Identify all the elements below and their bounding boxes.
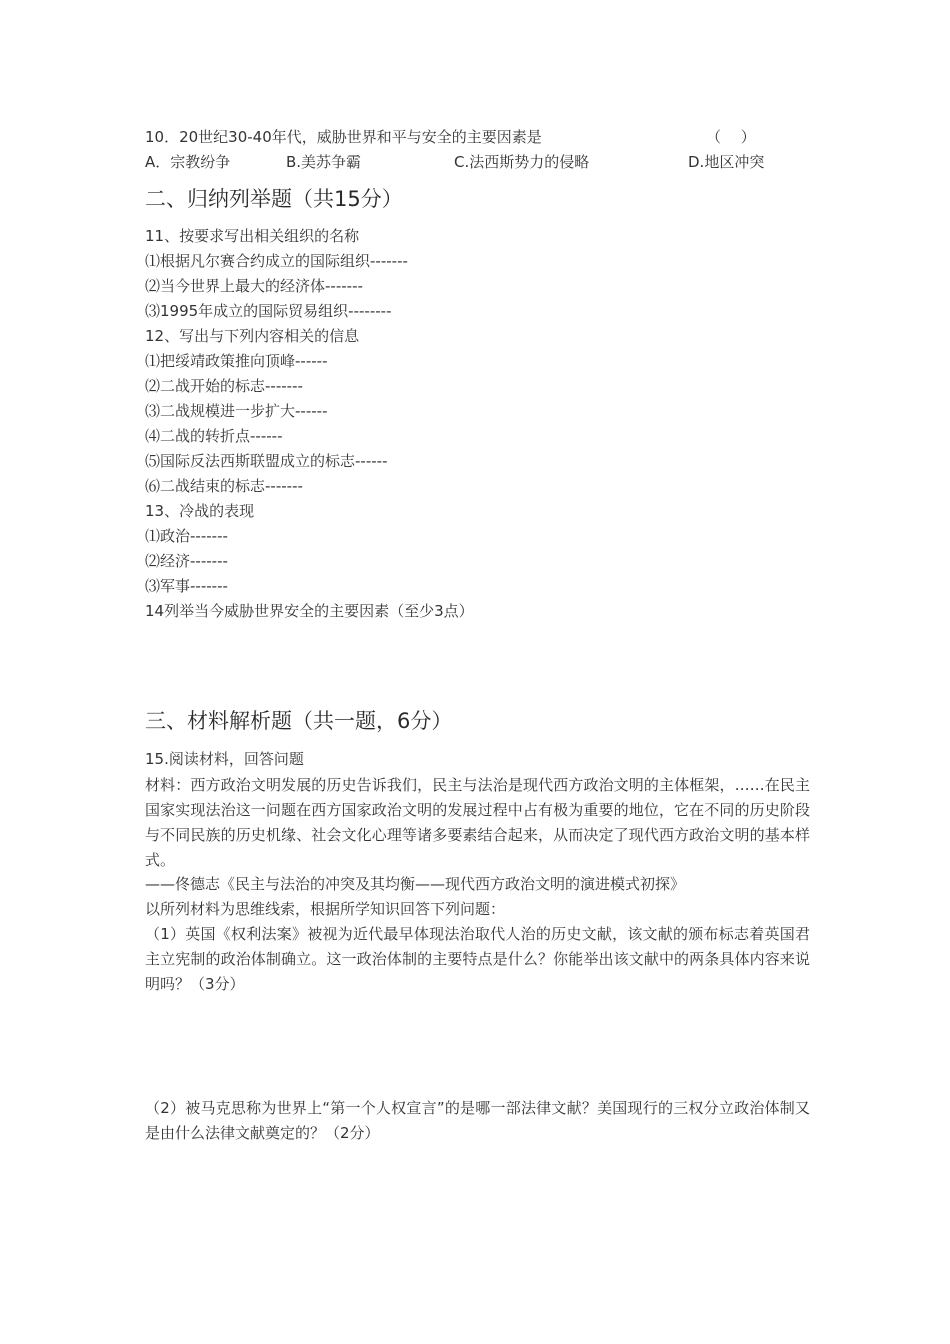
q10-option-d: D.地区冲突 — [688, 153, 765, 171]
q11-item: ⑴根据凡尔赛合约成立的国际组织------- — [145, 252, 408, 270]
material-source: ——佟德志《民主与法治的冲突及其均衡——现代西方政治文明的演进模式初探》 — [145, 875, 686, 893]
q10-answer-bracket: （ ） — [706, 128, 756, 146]
q12-item: ⑸国际反法西斯联盟成立的标志------ — [145, 452, 388, 470]
q15-title: 15.阅读材料，回答问题 — [145, 750, 304, 768]
q12-item: ⑹二战结束的标志------- — [145, 477, 303, 495]
q12-item: ⑴把绥靖政策推向顶峰------ — [145, 352, 328, 370]
q12-item: ⑷二战的转折点------ — [145, 427, 283, 445]
material-paragraph: 材料：西方政治文明发展的历史告诉我们，民主与法治是现代西方政治文明的主体框架，……在民主国家实现法治这一问题在西方国家政治文明的发展过程中占有极为重要的地位，它在不同的历史阶段与不同民族的历史机缘、社会文化心理等诸多要素结合起来，从而决定了现代西方政治文明的基本样式。 — [145, 776, 810, 869]
q12-item: ⑶二战规模进一步扩大------ — [145, 402, 328, 420]
q12-item: ⑵二战开始的标志------- — [145, 377, 303, 395]
q10-option-a: A．宗教纷争 — [145, 153, 231, 171]
q10-option-c: C.法西斯势力的侵略 — [454, 153, 590, 171]
q13-item: ⑴政治------- — [145, 527, 228, 545]
q12-title: 12、写出与下列内容相关的信息 — [145, 327, 360, 345]
q11-item: ⑵当今世界上最大的经济体------- — [145, 277, 363, 295]
q13-title: 13、冷战的表现 — [145, 502, 255, 520]
q14-title: 14列举当今威胁世界安全的主要因素（至少3点） — [145, 602, 474, 620]
q10-option-b: B.美苏争霸 — [286, 153, 362, 171]
instruction-text: 以所列材料为思维线索，根据所学知识回答下列问题： — [145, 900, 506, 918]
q10-stem: 10．20世纪30-40年代，威胁世界和平与安全的主要因素是 — [145, 128, 542, 146]
sub-question-2: （2）被马克思称为世界上“第一个人权宣言”的是哪一部法律文献？美国现行的三权分立政治体制又是由什么法律文献奠定的？（2分） — [145, 1099, 810, 1142]
section2-heading: 二、归纳列举题（共15分） — [145, 187, 403, 211]
q11-item: ⑶1995年成立的国际贸易组织-------- — [145, 302, 392, 320]
q13-item: ⑶军事------- — [145, 577, 228, 595]
q13-item: ⑵经济------- — [145, 552, 228, 570]
q11-title: 11、按要求写出相关组织的名称 — [145, 227, 360, 245]
section3-heading: 三、材料解析题（共一题，6分） — [145, 709, 453, 733]
sub-question-1: （1）英国《权利法案》被视为近代最早体现法治取代人治的历史文献，该文献的颁布标志着英国君主立宪制的政治体制确立。这一政治体制的主要特点是什么？你能举出该文献中的两条具体内容来说明吗？（3分） — [145, 925, 810, 993]
